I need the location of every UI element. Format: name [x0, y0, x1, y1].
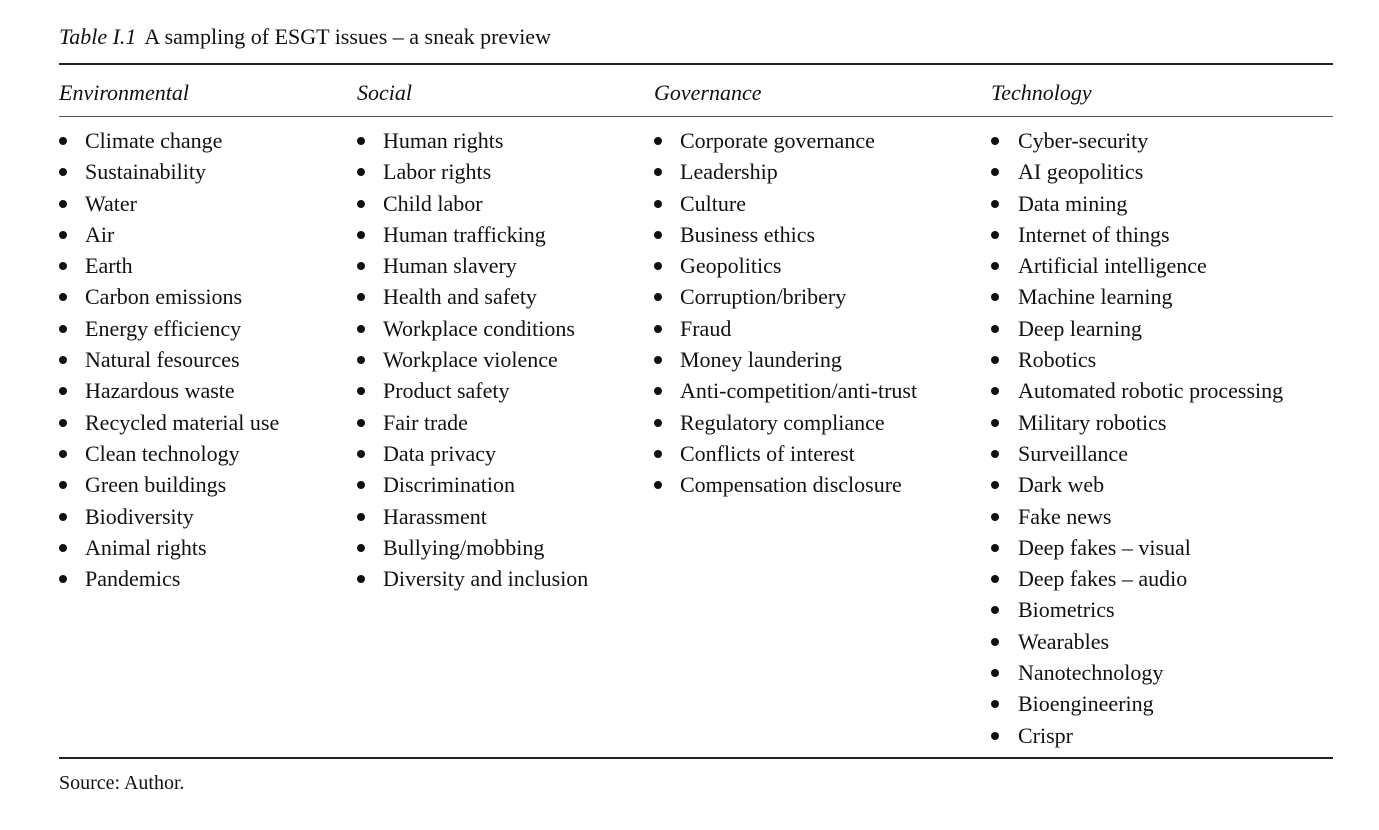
- list-item-label: Workplace conditions: [383, 315, 575, 341]
- list-item: [357, 156, 588, 187]
- list-item-label: Anti-competition/anti-trust: [680, 378, 918, 404]
- bullet-icon: [357, 513, 365, 521]
- bullet-icon: [991, 606, 999, 614]
- bullet-icon: [357, 262, 365, 270]
- bullet-icon: [991, 575, 999, 583]
- list-item: [991, 657, 1283, 688]
- list-item: [59, 532, 279, 563]
- list-item-label: Human rights: [383, 128, 504, 153]
- list-item-label: Recycled material use: [85, 409, 280, 435]
- list-item: [991, 375, 1283, 406]
- bullet-icon: [654, 325, 662, 333]
- list-item-label: Compensation disclosure: [680, 472, 902, 498]
- table-caption-label: Table I.1: [59, 24, 137, 49]
- list-item: [357, 407, 588, 438]
- list-item-label: Fair trade: [383, 409, 468, 435]
- list-item-label: Child labor: [383, 190, 483, 216]
- list-item: [991, 469, 1283, 500]
- list-item-label: Discrimination: [383, 472, 515, 498]
- bullet-icon: [991, 137, 999, 145]
- column-list: [59, 125, 279, 594]
- bullet-icon: [357, 293, 365, 301]
- bullet-icon: [991, 293, 999, 301]
- bullet-icon: [59, 450, 67, 458]
- bullet-icon: [357, 544, 365, 552]
- list-item-label: Biometrics: [1018, 597, 1115, 623]
- list-item: [357, 375, 588, 406]
- list-item-label: Animal rights: [85, 534, 207, 560]
- list-item-label: Energy efficiency: [85, 315, 242, 341]
- list-item-label: Surveillance: [1018, 440, 1128, 466]
- list-item: [654, 125, 917, 156]
- bullet-icon: [357, 168, 365, 176]
- bullet-icon: [357, 575, 365, 583]
- list-item: [59, 313, 279, 344]
- column-governance: [654, 78, 917, 501]
- bullet-icon: [654, 231, 662, 239]
- bullet-icon: [654, 356, 662, 364]
- bullet-icon: [654, 262, 662, 270]
- list-item: [59, 344, 279, 375]
- list-item: [991, 501, 1283, 532]
- list-item-label: Natural fesources: [85, 347, 240, 373]
- table-caption: [59, 24, 551, 50]
- list-item-label: Data mining: [1018, 190, 1128, 216]
- bullet-icon: [991, 168, 999, 176]
- bullet-icon: [59, 544, 67, 552]
- list-item: [59, 407, 279, 438]
- bullet-icon: [654, 137, 662, 145]
- list-item-label: Artificial intelligence: [1018, 253, 1207, 279]
- bullet-icon: [991, 325, 999, 333]
- table-caption-title: A sampling of ESGT issues – a sneak preview: [144, 24, 551, 49]
- column-heading: Technology: [991, 80, 1092, 105]
- list-item-label: Deep fakes – audio: [1018, 566, 1188, 592]
- bullet-icon: [654, 200, 662, 208]
- bullet-icon: [991, 387, 999, 395]
- list-item-label: Deep fakes – visual: [1018, 534, 1191, 560]
- list-item-label: Regulatory compliance: [680, 409, 885, 435]
- list-item-label: Diversity and inclusion: [383, 566, 589, 592]
- list-item-label: Crispr: [1018, 722, 1073, 748]
- column-heading: Social: [357, 80, 412, 105]
- list-item: [991, 407, 1283, 438]
- bullet-icon: [357, 325, 365, 333]
- list-item: [357, 532, 588, 563]
- bullet-icon: [991, 481, 999, 489]
- list-item: [991, 688, 1283, 719]
- list-item: [357, 125, 588, 156]
- list-item-label: Bullying/mobbing: [383, 534, 545, 560]
- list-item: [357, 344, 588, 375]
- bullet-icon: [991, 732, 999, 740]
- list-item-label: Hazardous waste: [85, 378, 235, 404]
- list-item: [357, 250, 588, 281]
- list-item: [991, 188, 1283, 219]
- list-item-label: Robotics: [1018, 347, 1097, 373]
- list-item: [59, 250, 279, 281]
- list-item: [59, 501, 279, 532]
- column-list: [991, 125, 1283, 751]
- bullet-icon: [357, 231, 365, 239]
- bullet-icon: [59, 200, 67, 208]
- list-item-label: Fraud: [680, 315, 732, 341]
- list-item-label: Corruption/bribery: [680, 284, 847, 310]
- list-item: [654, 407, 917, 438]
- bullet-icon: [654, 419, 662, 427]
- list-item: [59, 156, 279, 187]
- list-item: [991, 156, 1283, 187]
- list-item-label: Dark web: [1018, 472, 1105, 498]
- list-item-label: Earth: [85, 253, 133, 279]
- list-item-label: Corporate governance: [680, 128, 875, 153]
- list-item: [991, 720, 1283, 751]
- list-item: [654, 156, 917, 187]
- list-item: [654, 469, 917, 500]
- list-item: [654, 438, 917, 469]
- list-item-label: Clean technology: [85, 440, 240, 466]
- bullet-icon: [991, 262, 999, 270]
- list-item-label: Fake news: [1018, 503, 1112, 529]
- list-item-label: Culture: [680, 190, 746, 216]
- bullet-icon: [59, 481, 67, 489]
- list-item: [654, 313, 917, 344]
- list-item: [991, 563, 1283, 594]
- list-item: [991, 281, 1283, 312]
- bullet-icon: [59, 356, 67, 364]
- bullet-icon: [59, 293, 67, 301]
- list-item-label: Sustainability: [85, 159, 206, 185]
- list-item: [59, 469, 279, 500]
- list-item: [991, 219, 1283, 250]
- list-item-label: Business ethics: [680, 221, 816, 247]
- list-item: [357, 469, 588, 500]
- column-technology: [991, 78, 1283, 751]
- list-item: [357, 219, 588, 250]
- list-item-label: Green buildings: [85, 472, 227, 498]
- list-item-label: Biodiversity: [85, 503, 194, 529]
- list-item: [654, 344, 917, 375]
- list-item-label: Automated robotic processing: [1018, 378, 1284, 404]
- column-list: [357, 125, 588, 594]
- bullet-icon: [357, 419, 365, 427]
- list-item-label: AI geopolitics: [1018, 159, 1144, 185]
- bullet-icon: [59, 575, 67, 583]
- list-item-label: Health and safety: [383, 284, 537, 310]
- list-item-label: Climate change: [85, 128, 223, 153]
- bullet-icon: [357, 387, 365, 395]
- column-heading: Environmental: [59, 80, 189, 105]
- list-item-label: Geopolitics: [680, 253, 782, 279]
- bullet-icon: [991, 638, 999, 646]
- bullet-icon: [991, 669, 999, 677]
- bullet-icon: [59, 262, 67, 270]
- list-item-label: Bioengineering: [1018, 691, 1154, 717]
- list-item: [357, 438, 588, 469]
- list-item: [357, 188, 588, 219]
- bullet-icon: [357, 450, 365, 458]
- list-item: [991, 626, 1283, 657]
- bullet-icon: [991, 200, 999, 208]
- bullet-icon: [991, 356, 999, 364]
- list-item: [59, 188, 279, 219]
- list-item: [357, 313, 588, 344]
- list-item: [991, 438, 1283, 469]
- bullet-icon: [357, 356, 365, 364]
- list-item: [991, 594, 1283, 625]
- list-item: [59, 125, 279, 156]
- column-heading: Governance: [654, 80, 762, 105]
- bullet-icon: [59, 325, 67, 333]
- bullet-icon: [654, 293, 662, 301]
- list-item: [654, 188, 917, 219]
- list-item-label: Money laundering: [680, 347, 842, 373]
- list-item-label: Cyber-security: [1018, 128, 1149, 153]
- list-item: [59, 563, 279, 594]
- list-item: [991, 532, 1283, 563]
- list-item-label: Machine learning: [1018, 284, 1173, 310]
- list-item: [991, 313, 1283, 344]
- list-item: [59, 219, 279, 250]
- bullet-icon: [991, 544, 999, 552]
- list-item: [991, 125, 1283, 156]
- bullet-icon: [357, 137, 365, 145]
- table-bottom-rule: [59, 757, 1333, 759]
- list-item: [357, 563, 588, 594]
- column-environmental: [59, 78, 279, 594]
- table-top-rule: [59, 63, 1333, 65]
- list-item-label: Human slavery: [383, 253, 517, 279]
- bullet-icon: [59, 231, 67, 239]
- column-social: [357, 78, 588, 594]
- bullet-icon: [991, 450, 999, 458]
- list-item: [59, 438, 279, 469]
- list-item-label: Leadership: [680, 159, 778, 185]
- bullet-icon: [654, 450, 662, 458]
- list-item: [654, 250, 917, 281]
- bullet-icon: [991, 419, 999, 427]
- bullet-icon: [59, 513, 67, 521]
- list-item-label: Product safety: [383, 378, 510, 404]
- list-item-label: Military robotics: [1018, 409, 1167, 435]
- bullet-icon: [654, 168, 662, 176]
- list-item-label: Water: [85, 190, 137, 216]
- list-item: [357, 281, 588, 312]
- list-item: [654, 219, 917, 250]
- column-list: [654, 125, 917, 501]
- list-item-label: Pandemics: [85, 566, 181, 592]
- bullet-icon: [357, 481, 365, 489]
- list-item: [654, 375, 917, 406]
- list-item-label: Human trafficking: [383, 221, 546, 247]
- bullet-icon: [991, 513, 999, 521]
- list-item: [59, 375, 279, 406]
- list-item: [59, 281, 279, 312]
- bullet-icon: [991, 231, 999, 239]
- list-item-label: Labor rights: [383, 159, 492, 185]
- list-item-label: Internet of things: [1018, 221, 1170, 247]
- list-item-label: Wearables: [1018, 628, 1110, 654]
- list-item: [991, 344, 1283, 375]
- bullet-icon: [991, 700, 999, 708]
- list-item: [357, 501, 588, 532]
- bullet-icon: [654, 387, 662, 395]
- list-item-label: Deep learning: [1018, 315, 1142, 341]
- bullet-icon: [59, 168, 67, 176]
- list-item-label: Conflicts of interest: [680, 440, 855, 466]
- list-item: [654, 281, 917, 312]
- bullet-icon: [59, 419, 67, 427]
- bullet-icon: [357, 200, 365, 208]
- list-item: [991, 250, 1283, 281]
- source-note: Source: Author.: [59, 772, 185, 794]
- list-item-label: Data privacy: [383, 440, 496, 466]
- list-item-label: Workplace violence: [383, 347, 558, 373]
- bullet-icon: [654, 481, 662, 489]
- list-item-label: Carbon emissions: [85, 284, 243, 310]
- list-item-label: Air: [85, 221, 115, 247]
- list-item-label: Harassment: [383, 503, 487, 529]
- bullet-icon: [59, 137, 67, 145]
- bullet-icon: [59, 387, 67, 395]
- list-item-label: Nanotechnology: [1018, 660, 1164, 686]
